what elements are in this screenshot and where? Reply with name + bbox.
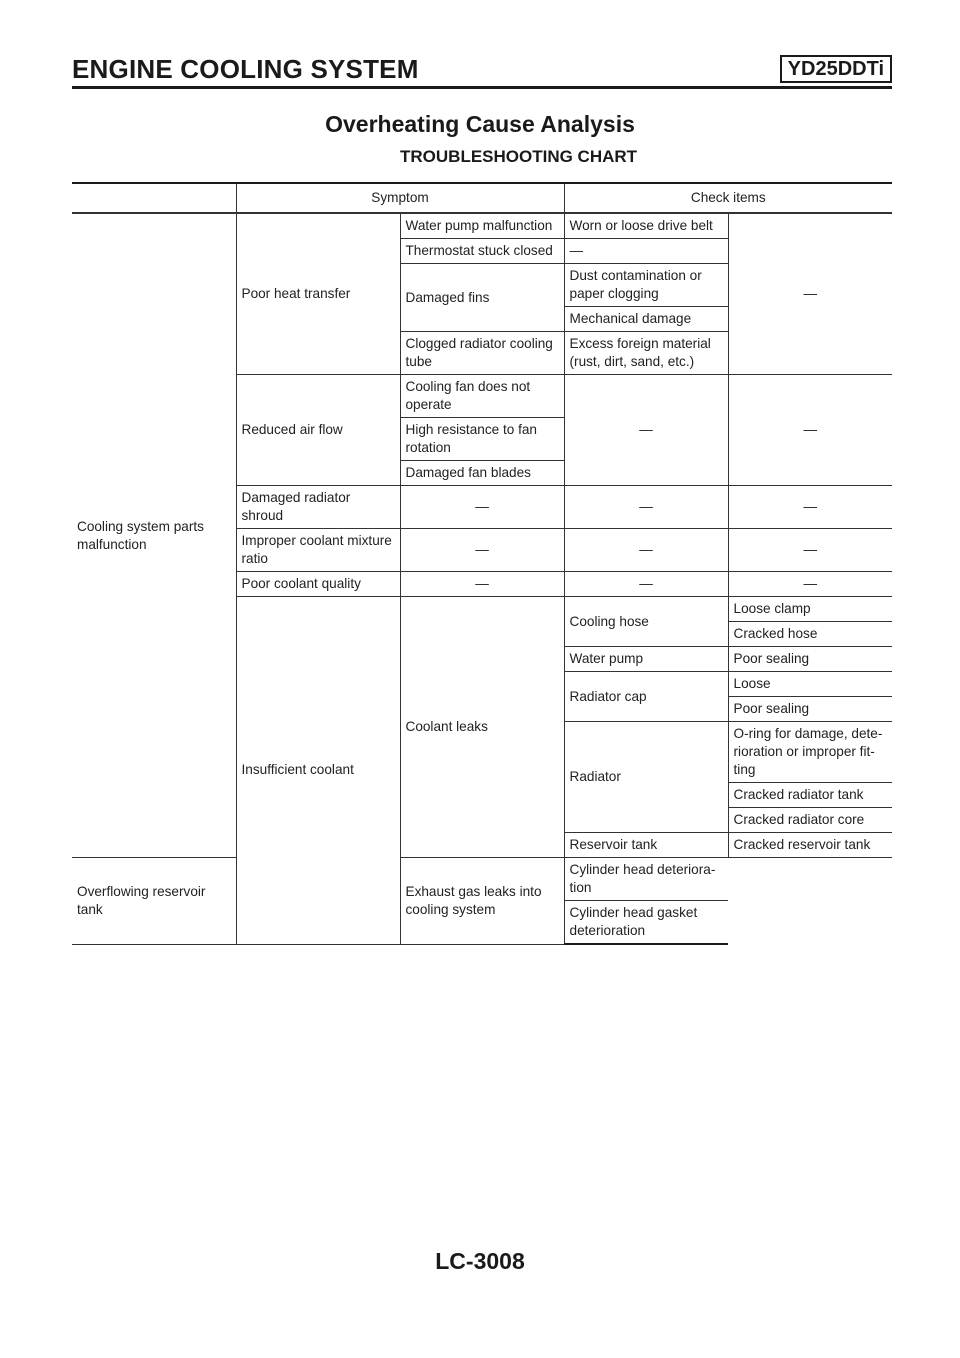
header-section-title: ENGINE COOLING SYSTEM <box>72 54 419 84</box>
table-header-row <box>72 183 892 213</box>
header-model-badge: YD25DDTi <box>780 55 892 83</box>
cell-cracked-radiator-core: Cracked radiator core <box>728 808 892 833</box>
cell-thermostat: Thermostat stuck closed <box>400 239 564 264</box>
cell-overflowing-reservoir: Overflowing reservoir tank <box>72 858 236 945</box>
symptom-insufficient-coolant: Insufficient coolant <box>236 597 400 945</box>
cell-dash: — <box>728 213 892 375</box>
cell-reservoir-tank: Reservoir tank <box>564 833 728 858</box>
cell-water-pump-malfunction: Water pump malfunction <box>400 213 564 239</box>
cell-dash: — <box>728 375 892 486</box>
cell-fan-not-operate: Cooling fan does not operate <box>400 375 564 418</box>
cell-radiator-cap: Radiator cap <box>564 672 728 722</box>
page-title: Overheating Cause Analysis <box>325 111 635 137</box>
cell-dash: — <box>564 486 728 529</box>
cell-cooling-hose: Cooling hose <box>564 597 728 647</box>
cell-cylinder-head-gasket: Cylinder head gasket deterioration <box>564 901 728 945</box>
cell-o-ring: O-ring for damage, dete-rioration or improper fit-ting <box>728 722 892 783</box>
table-row <box>72 213 892 239</box>
troubleshooting-chart <box>72 182 892 945</box>
cell-loose-clamp: Loose clamp <box>728 597 892 622</box>
cell-dash: — <box>400 486 564 529</box>
cell-damaged-fins: Damaged fins <box>400 264 564 332</box>
page-code: LC-3008 <box>435 1248 525 1274</box>
cell-dash: — <box>564 239 728 264</box>
cell-dash: — <box>564 529 728 572</box>
symptom-reduced-air-flow: Reduced air flow <box>236 375 400 486</box>
group-cell: Cooling system parts malfunction <box>72 213 236 858</box>
page-header <box>72 52 892 86</box>
cell-poor-sealing: Poor sealing <box>728 647 892 672</box>
cell-radiator: Radiator <box>564 722 728 833</box>
cell-dash: — <box>564 572 728 597</box>
cell-cracked-radiator-tank: Cracked radiator tank <box>728 783 892 808</box>
cell-cracked-reservoir-tank: Cracked reservoir tank <box>728 833 892 858</box>
header-check-items: Check items <box>564 183 892 213</box>
cell-dash: — <box>400 529 564 572</box>
cell-excess-foreign-material: Excess foreign material (rust, dirt, sand, etc.) <box>564 332 728 375</box>
cell-high-resistance: High resistance to fan rotation <box>400 418 564 461</box>
symptom-improper-mixture: Improper coolant mixture ratio <box>236 529 400 572</box>
header-empty-cell <box>72 183 236 213</box>
cell-damaged-fan-blades: Damaged fan blades <box>400 461 564 486</box>
header-symptom: Symptom <box>236 183 564 213</box>
cell-coolant-leaks: Coolant leaks <box>400 597 564 858</box>
cell-dash: — <box>728 572 892 597</box>
symptom-poor-quality: Poor coolant quality <box>236 572 400 597</box>
cell-water-pump: Water pump <box>564 647 728 672</box>
cell-loose: Loose <box>728 672 892 697</box>
header-rule <box>72 86 892 89</box>
cell-dash: — <box>400 572 564 597</box>
section-title: TROUBLESHOOTING CHART <box>400 147 638 166</box>
cell-dash: — <box>728 486 892 529</box>
table-row <box>72 858 892 901</box>
cell-clogged-tube: Clogged radiator cooling tube <box>400 332 564 375</box>
symptom-poor-heat-transfer: Poor heat transfer <box>236 213 400 375</box>
cell-poor-sealing: Poor sealing <box>728 697 892 722</box>
cell-worn-belt: Worn or loose drive belt <box>564 213 728 239</box>
cell-dash: — <box>728 529 892 572</box>
cell-cylinder-head-deterioration: Cylinder head deteriora-tion <box>564 858 728 901</box>
cell-cracked-hose: Cracked hose <box>728 622 892 647</box>
cell-dash: — <box>564 375 728 486</box>
cell-dust-contamination: Dust contamination or paper clogging <box>564 264 728 307</box>
cell-exhaust-gas-leaks: Exhaust gas leaks into cooling system <box>400 858 564 945</box>
cell-mechanical-damage: Mechanical damage <box>564 307 728 332</box>
symptom-damaged-shroud: Damaged radiator shroud <box>236 486 400 529</box>
